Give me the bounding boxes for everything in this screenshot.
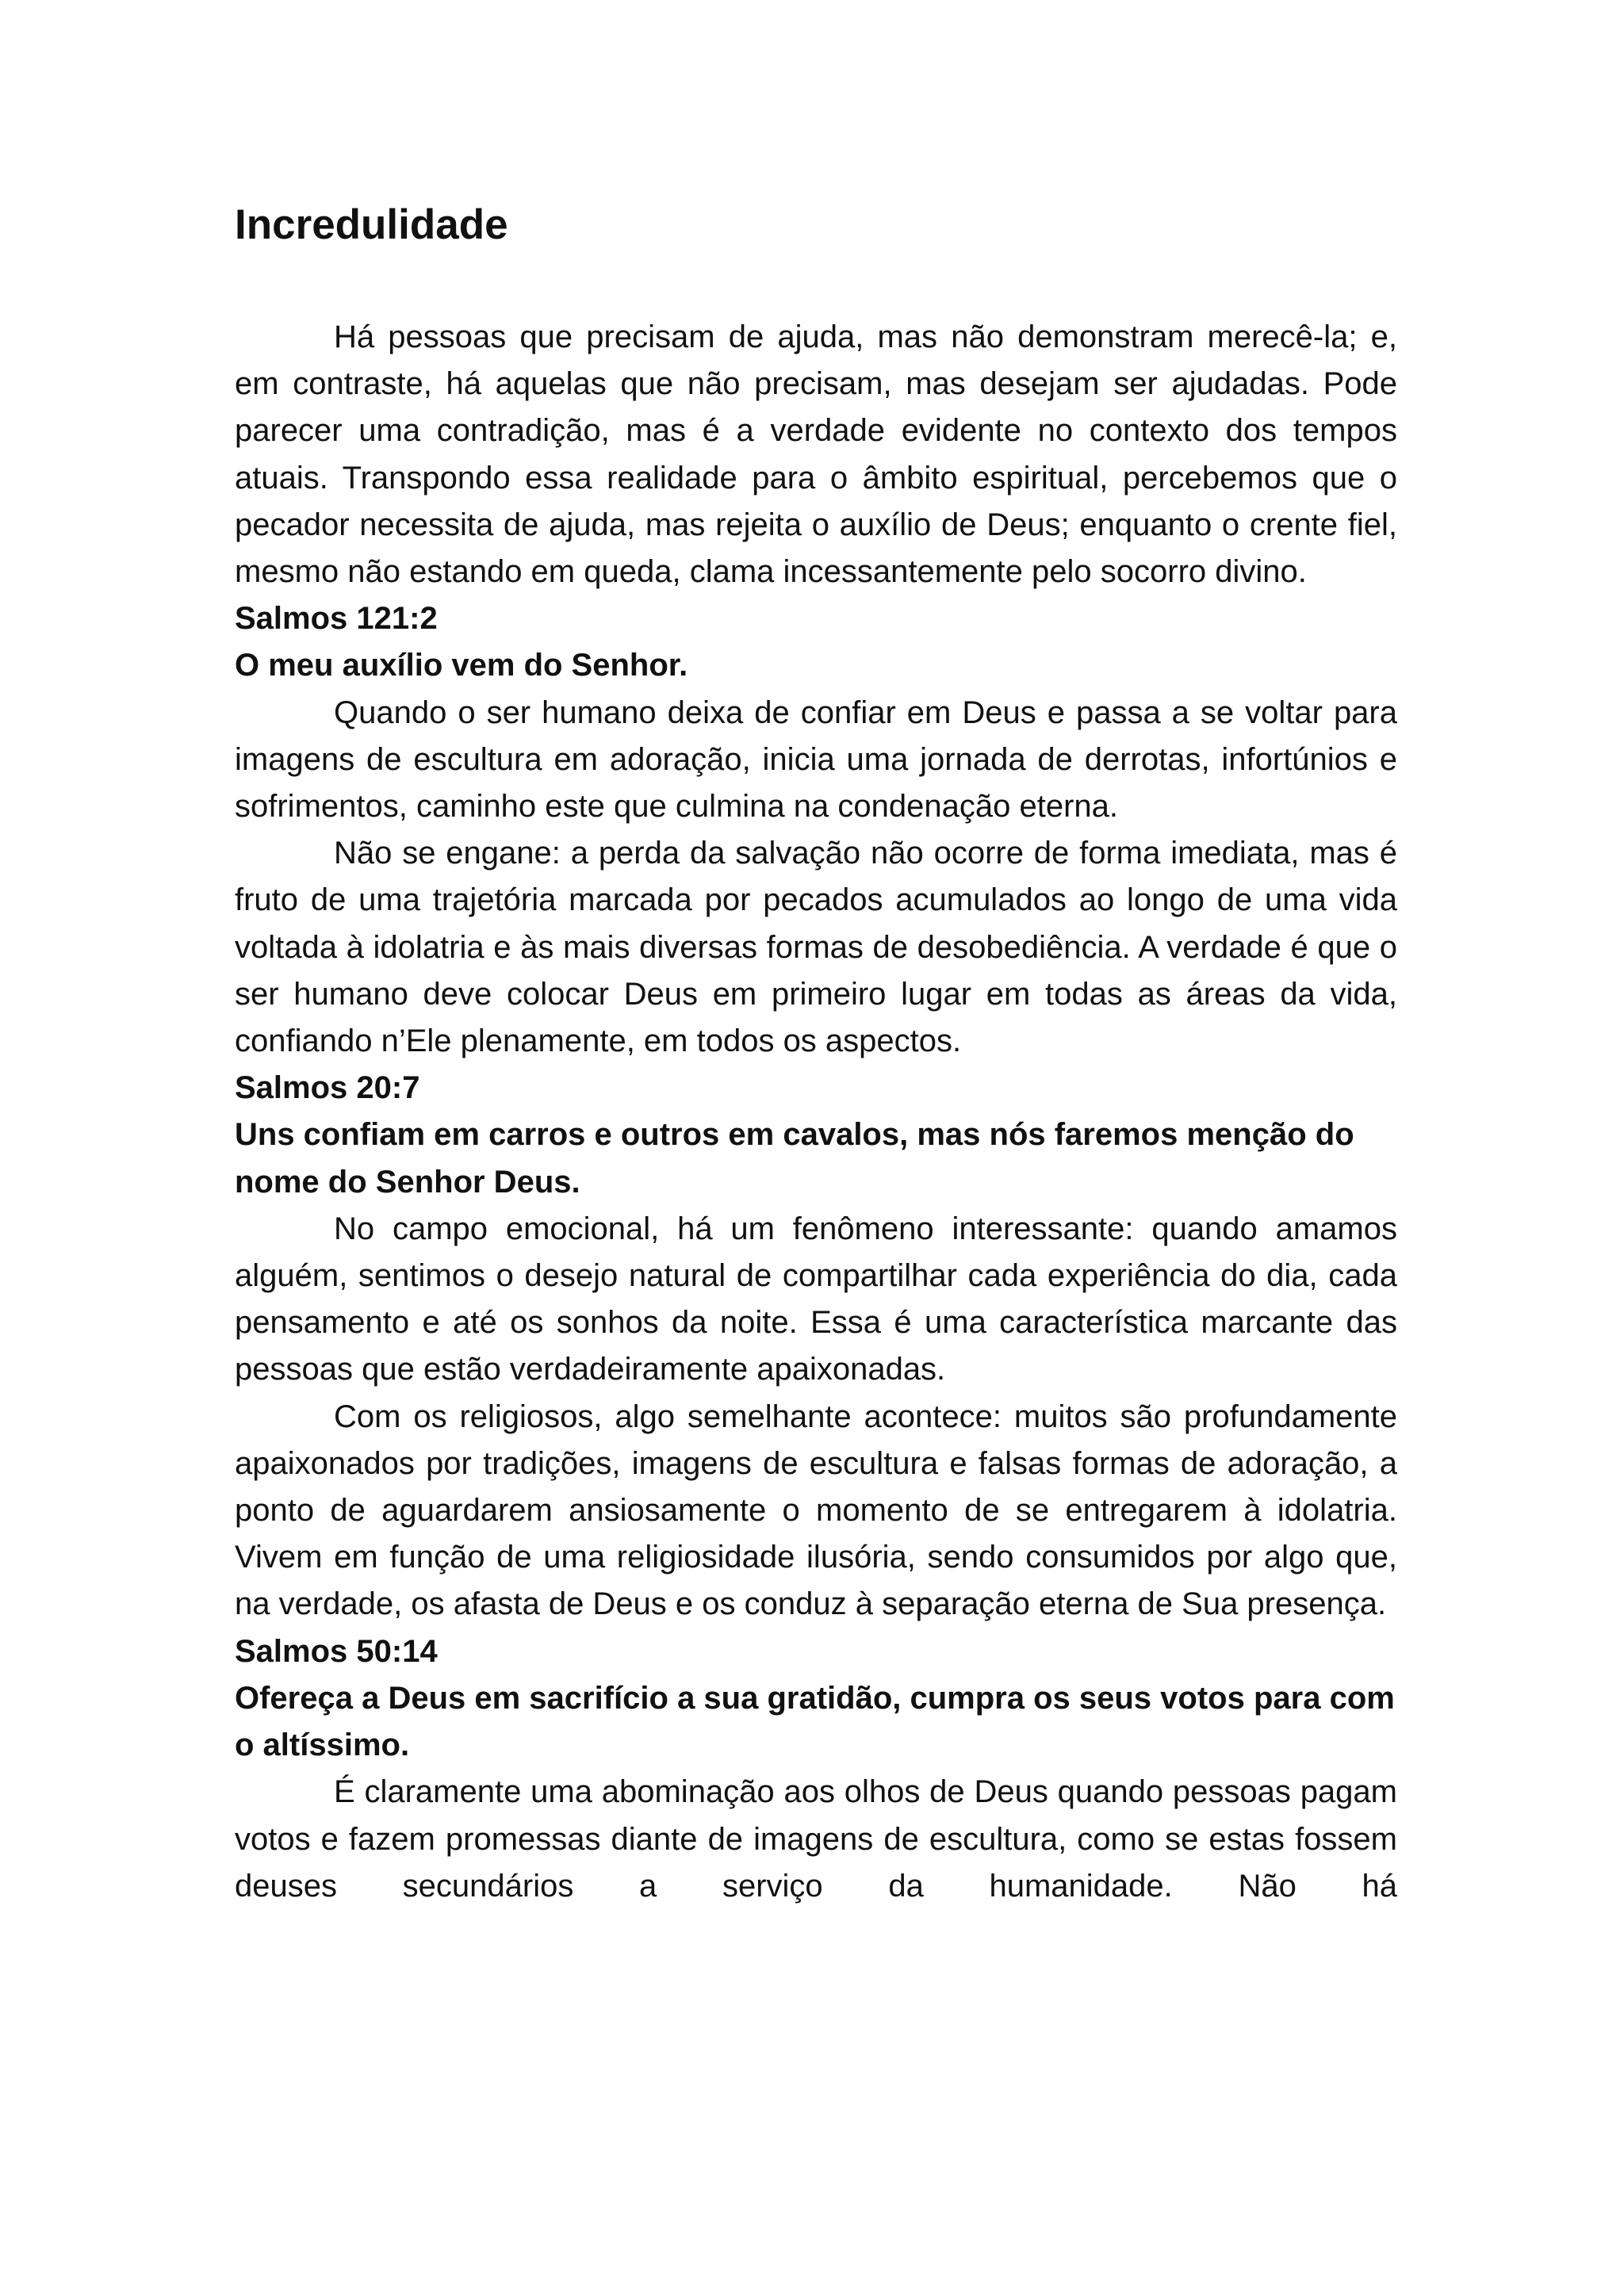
paragraph: Com os religiosos, algo semelhante acontece: muitos são profundamente apaixonados por tradições, imagens de escultura e falsas formas de adoração, a ponto de aguardarem ansiosamente o momento de se entregarem à idolatria. Vivem em função de uma religiosidade ilusória, sendo consumidos por algo que, na verdade, os afasta de Deus e os conduz à separação eterna de Sua presença. xyxy=(235,1399,1397,1622)
paragraph: Quando o ser humano deixa de confiar em Deus e passa a se voltar para imagens de escultura em adoração, inicia uma jornada de derrotas, infortúnios e sofrimentos, caminho este que culmina na condenação eterna. xyxy=(235,695,1397,825)
scripture-reference: Salmos 121:2 xyxy=(235,601,438,637)
paragraph: Há pessoas que precisam de ajuda, mas não demonstram merecê-la; e, em contraste, há aquelas que não precisam, mas desejam ser ajudadas. Pode parecer uma contradição, mas é a verdade evidente no contexto dos tempos atuais. Transpondo essa realidade para o âmbito espiritual, percebemos que o pecador necessita de ajuda, mas rejeita o auxílio de Deus; enquanto o crente fiel, mesmo não estando em queda, clama incessantemente pelo socorro divino. xyxy=(235,320,1397,590)
scripture-verse: Ofereça a Deus em sacrifício a sua gratidão, cumpra os seus votos para com o altíssimo. xyxy=(235,1680,1395,1763)
document-body xyxy=(235,189,1397,1910)
scripture-verse: O meu auxílio vem do Senhor. xyxy=(235,648,688,683)
paragraph: No campo emocional, há um fenômeno interessante: quando amamos alguém, sentimos o desejo natural de compartilhar cada experiência do dia, cada pensamento e até os sonhos da noite. Essa é uma característica marcante das pessoas que estão verdadeiramente apaixonadas. xyxy=(235,1211,1397,1387)
paragraph: Não se engane: a perda da salvação não ocorre de forma imediata, mas é fruto de uma trajetória marcada por pecados acumulados ao longo de uma vida voltada à idolatria e às mais diversas formas de desobediência. A verdade é que o ser humano deve colocar Deus em primeiro lugar em todas as áreas da vida, confiando n’Ele plenamente, em todos os aspectos. xyxy=(235,836,1397,1059)
scripture-verse: Uns confiam em carros e outros em cavalos, mas nós faremos menção do nome do Senhor Deus. xyxy=(235,1117,1354,1200)
scripture-reference: Salmos 20:7 xyxy=(235,1070,420,1106)
scripture-reference: Salmos 50:14 xyxy=(235,1633,438,1669)
paragraph-continues: É claramente uma abominação aos olhos de Deus quando pessoas pagam votos e fazem promessas diante de imagens de escultura, como se estas fossem deuses secundários a serviço da humanidade. Não há xyxy=(235,1774,1397,1904)
document-title: Incredulidade xyxy=(235,201,508,248)
